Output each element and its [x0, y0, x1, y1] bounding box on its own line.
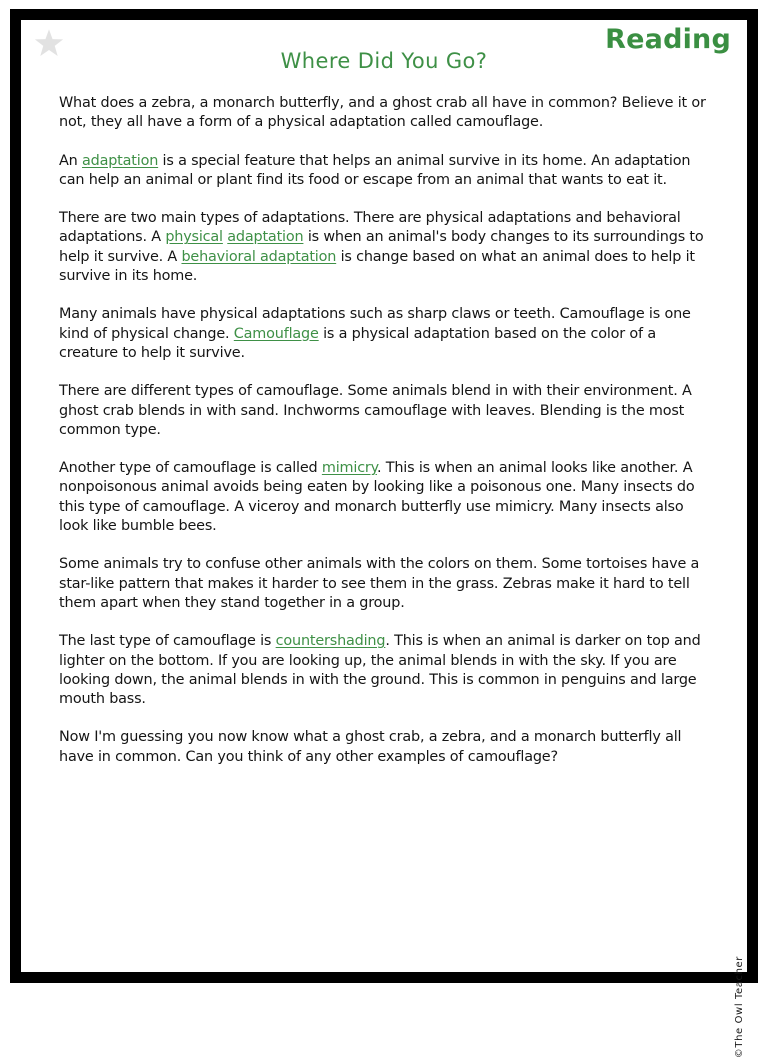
- vocabulary-term: mimicry: [321, 460, 377, 477]
- page-content-area: [21, 20, 747, 1058]
- passage-paragraph: [59, 209, 714, 286]
- worksheet-header: [21, 20, 747, 82]
- passage-text: Now I'm guessing you now know what a ghost crab, a zebra, and a monarch butterfly all have in common. Can you think of any other examples of camouflage?: [59, 729, 682, 765]
- passage-text: is change based on what an animal does to help it survive in its home.: [59, 248, 695, 285]
- passage-text: Another type of camouflage is called: [59, 460, 322, 477]
- copyright-credit: ©The Owl Teacher: [734, 956, 745, 1058]
- passage-text: is a physical adaptation based on the color of a creature to help it survive.: [59, 325, 656, 361]
- page-title: Where Did You Go?: [280, 49, 488, 73]
- passage-paragraph: [59, 94, 714, 133]
- passage-paragraph: [59, 382, 714, 440]
- passage-text: The last type of camouflage is: [59, 633, 276, 650]
- passage-paragraph: [59, 152, 714, 191]
- vocabulary-term: physical: [165, 229, 223, 246]
- subject-label: Reading: [605, 24, 731, 55]
- passage-paragraph: [59, 632, 714, 709]
- reading-passage: [59, 94, 714, 767]
- passage-text: is when an animal's body changes to its surroundings to help it survive. A: [59, 229, 704, 265]
- passage-paragraph: [59, 305, 714, 363]
- vocabulary-term: adaptation: [82, 152, 159, 169]
- vocabulary-term: Camouflage: [233, 325, 319, 342]
- passage-paragraph: [59, 555, 714, 613]
- passage-text: What does a zebra, a monarch butterfly, and a ghost crab all have in common? Believe it or not, they all have a form of a physical adaptation called camouflage.: [59, 95, 706, 131]
- vocabulary-term: countershading: [275, 633, 386, 650]
- passage-text: is a special feature that helps an animal survive in its home. An adaptation can help an animal or plant find its food or escape from an animal that wants to eat it.: [59, 152, 691, 188]
- passage-text: Some animals try to confuse other animals with the colors on them. Some tortoises have a star-like pattern that makes it harder to see them in the grass. Zebras make it hard to tell them apart when they stand together in a group.: [59, 556, 700, 611]
- vocabulary-term: behavioral adaptation: [181, 248, 337, 265]
- passage-paragraph: [59, 728, 714, 767]
- passage-text: An: [59, 152, 82, 169]
- passage-text: There are two main types of adaptations. There are physical adaptations and behavioral adaptations. A: [59, 210, 681, 246]
- passage-paragraph: [59, 459, 714, 536]
- passage-text: Many animals have physical adaptations such as sharp claws or teeth. Camouflage is one kind of physical change.: [59, 306, 691, 342]
- passage-text: . This is when an animal looks like another. A nonpoisonous animal avoids being eaten by looking like a poisonous one. Many insects do this type of camouflage. A viceroy and monarch butterfly use mimicry. Many insects also look like bumble bees.: [59, 460, 695, 535]
- page-border: [10, 9, 758, 1058]
- vocabulary-term: adaptation: [227, 229, 304, 246]
- passage-text: There are different types of camouflage. Some animals blend in with their environment. A ghost crab blends in with sand. Inchworms camouflage with leaves. Blending is the most common type.: [59, 383, 692, 438]
- passage-text: . This is when an animal is darker on top and lighter on the bottom. If you are looking up, the animal blends in with the sky. If you are looking down, the animal blends in with the ground. This is common in penguins and large mouth bass.: [59, 633, 701, 708]
